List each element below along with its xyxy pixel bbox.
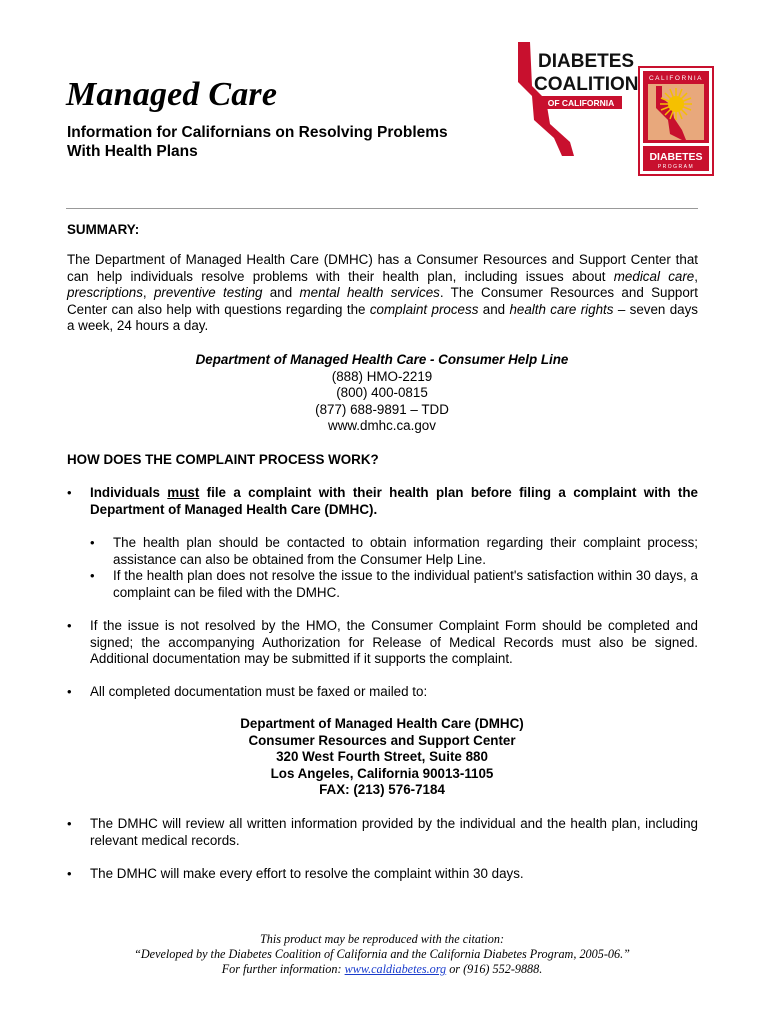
list-item xyxy=(67,485,698,518)
california-diabetes-program-logo xyxy=(638,66,714,176)
bullet: • xyxy=(67,866,72,881)
bullet: • xyxy=(67,618,72,633)
bullet-text: The DMHC will make every effort to resolve the complaint within 30 days. xyxy=(90,866,524,881)
summary-emphasis: complaint process xyxy=(369,301,479,317)
bullet: • xyxy=(67,485,72,500)
bullet: • xyxy=(67,684,72,699)
address-line: 320 West Fourth Street, Suite 880 xyxy=(276,749,488,765)
list-item xyxy=(67,816,698,849)
bullet: • xyxy=(90,535,95,550)
sub-list-item xyxy=(90,568,698,601)
list-item xyxy=(67,866,698,883)
coalition-line1: DIABETES xyxy=(538,51,635,72)
footer-line: This product may be reproduced with the citation: xyxy=(259,932,505,946)
diabetes-coalition-logo xyxy=(510,38,639,160)
program-name-text: DIABETES xyxy=(649,151,703,163)
coalition-line3: OF CALIFORNIA xyxy=(547,98,615,108)
emphasis-must: must xyxy=(167,485,200,500)
page-subtitle xyxy=(67,123,448,161)
mailing-address xyxy=(66,716,698,799)
bullet-text: If the issue is not resolved by the HMO, the Consumer Complaint Form should be completed and signed; the accompanying Authorization for Release of Medical Records must also be signed. Additional documentation may be submitted if it supports the complaint. xyxy=(90,618,698,667)
footer-citation xyxy=(66,932,698,977)
page-title: Managed Care xyxy=(66,76,278,113)
summary-emphasis: preventive testing xyxy=(153,285,263,301)
summary-text: , xyxy=(694,268,698,284)
summary-emphasis: prescriptions xyxy=(67,285,143,301)
summary-emphasis: health care rights xyxy=(509,301,614,317)
help-line-phone: (800) 400-0815 xyxy=(336,385,428,401)
subtitle-line-2: With Health Plans xyxy=(67,143,198,160)
bullet-text: The DMHC will review all written information provided by the individual and the health plan, including relevant medical records. xyxy=(90,816,698,848)
bullet-text: If the health plan does not resolve the issue to the individual patient's satisfaction within 30 days, a complaint can be filed with the DMHC. xyxy=(113,568,698,600)
program-top-text: CALIFORNIA xyxy=(648,75,704,82)
subtitle-line-1: Information for Californians on Resolving Problems xyxy=(67,124,448,141)
bullet-text: All completed documentation must be faxed or mailed to: xyxy=(90,684,428,699)
help-line-block xyxy=(66,352,698,435)
help-line-phone: (888) HMO-2219 xyxy=(331,368,433,384)
bullet-text: The health plan should be contacted to obtain information regarding their complaint process; assistance can also be obtained from the Consumer Help Line. xyxy=(113,535,698,567)
bullet: • xyxy=(90,568,95,583)
bullet-text-part: file a complaint with their health plan before filing a complaint with the Department of Managed Health Care (DMHC). xyxy=(90,485,698,517)
footer-text: or (916) 552-9888. xyxy=(446,962,543,976)
sub-list-item xyxy=(90,535,698,568)
address-line: Los Angeles, California 90013-1105 xyxy=(270,765,494,781)
summary-text: , xyxy=(142,285,154,301)
process-heading: HOW DOES THE COMPLAINT PROCESS WORK? xyxy=(67,452,379,467)
list-item xyxy=(67,618,698,668)
footer-line xyxy=(66,962,698,977)
footer-text: For further information: xyxy=(221,962,345,976)
caldiabetes-link[interactable]: www.caldiabetes.org xyxy=(344,962,447,976)
summary-emphasis: medical care xyxy=(613,268,695,284)
help-line-title: Department of Managed Health Care - Consumer Help Line xyxy=(195,352,569,367)
coalition-line2: COALITION xyxy=(534,74,639,95)
summary-emphasis: mental health services xyxy=(299,285,440,301)
list-item xyxy=(67,684,698,701)
help-line-tdd: (877) 688-9891 – TDD xyxy=(315,401,449,417)
summary-text: and xyxy=(262,285,300,301)
bullet-text xyxy=(90,485,698,518)
summary-text: and xyxy=(478,301,510,317)
summary-heading: SUMMARY: xyxy=(67,222,140,237)
summary-text: . The Consumer Resources and Support Center can also help with questions regarding the xyxy=(67,285,698,317)
summary-paragraph xyxy=(67,252,698,335)
program-bottom-text: PROGRAM xyxy=(657,164,695,170)
summary-text: The Department of Managed Health Care (DMHC) has a Consumer Resources and Support Center that can help individuals resolve problems with their health plan, including issues about xyxy=(67,252,698,284)
fax-line: FAX: (213) 576-7184 xyxy=(319,782,445,798)
address-line: Department of Managed Health Care (DMHC) xyxy=(240,716,524,731)
footer-line: “Developed by the Diabetes Coalition of California and the California Diabetes Program, 2005-06.” xyxy=(134,947,630,961)
header-divider xyxy=(66,208,698,209)
bullet-text-part: Individuals xyxy=(90,485,168,500)
help-line-website: www.dmhc.ca.gov xyxy=(328,418,436,434)
bullet: • xyxy=(67,816,72,831)
address-line: Consumer Resources and Support Center xyxy=(248,732,516,748)
summary-text: – seven days a week, 24 hours a day. xyxy=(67,301,698,334)
